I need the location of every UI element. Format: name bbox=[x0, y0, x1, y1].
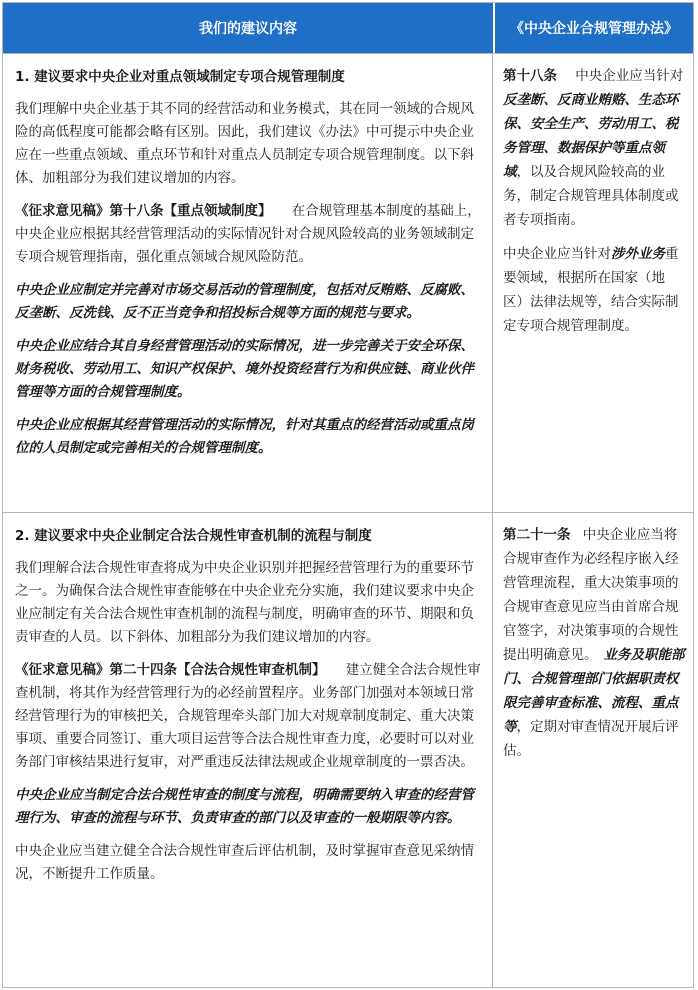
regulation-cell-1 bbox=[493, 54, 693, 512]
table-row-1 bbox=[3, 53, 693, 512]
suggestion-cell-2 bbox=[3, 513, 493, 987]
section-title-2: 2. 建议要求中央企业制定合法合规性审查机制的流程与制度 bbox=[15, 528, 372, 544]
comparison-table bbox=[2, 2, 694, 988]
header-our-suggestions: 我们的建议内容 bbox=[3, 3, 495, 53]
section2-draft-body: 建立健全合法合规性审查机制，将其作为经营管理行为的必经前置程序。业务部门加强对本领域日常经营管理行为的审核把关，合规管理牵头部门加大对规章制度制定、重大决策事项、重要合同签订、重大项目运营等合法合规性审查力度，必要时可以对业务部门审核结果进行复审，对严重违反法律法规或企业规章制度的一票否决。 bbox=[15, 662, 481, 770]
section1-intro: 我们理解中央企业基于其不同的经营活动和业务模式，其在同一领域的合规风险的高低程度可能都会略有区别。因此，我们建议《办法》中可提示中央企业应在一些重点领域、重点环节和针对重点人员制定专项合规管理制度。以下斜体、加粗部分为我们建议增加的内容。 bbox=[15, 101, 474, 186]
article-18-foreign-text-2: 重要领域，根据所在国家（地区）法律法规等，结合实际制定专项合规管理制度。 bbox=[503, 246, 679, 334]
section2-added-1: 中央企业应当制定合法合规性审查的制度与流程，明确需要纳入审查的经营管理行为、审查的流程与环节、负责审查的部门以及审查的一般期限等内容。 bbox=[15, 787, 474, 826]
section1-draft bbox=[15, 200, 482, 269]
section2-draft bbox=[15, 659, 482, 774]
table-header bbox=[3, 3, 693, 53]
section1-added-3: 中央企业应根据其经营管理活动的实际情况，针对其重点的经营活动或重点岗位的人员制定或完善相关的合规管理制度。 bbox=[15, 417, 474, 456]
article-18-foreign bbox=[503, 242, 685, 338]
article-18-label: 第十八条 bbox=[503, 68, 557, 84]
article-21-text-1: 中央企业应当将合规审查作为必经程序嵌入经营管理流程，重大决策事项的合规审查意见应当由首席合规官签字，对决策事项的合规性提出明确意见。 bbox=[503, 527, 679, 663]
article-21-text-2: ，定期对审查情况开展后评估。 bbox=[503, 719, 679, 759]
section1-draft-body: 在合规管理基本制度的基础上，中央企业应根据其经营管理活动的实际情况针对合规风险较高的业务领域制定专项合规管理指南，强化重点领域合规风险防范。 bbox=[15, 203, 481, 265]
article-18-text-2: ，以及合规风险较高的业务，制定合规管理具体制度或者专项指南。 bbox=[503, 164, 679, 228]
section-title-1: 1. 建议要求中央企业对重点领域制定专项合规管理制度 bbox=[15, 69, 345, 85]
table-row-2 bbox=[3, 512, 693, 987]
article-21 bbox=[503, 523, 685, 763]
section2-intro: 我们理解合法合规性审查将成为中央企业识别并把握经营管理行为的重要环节之一。为确保合法合规性审查能够在中央企业充分实施，我们建议要求中央企业应制定有关合法合规性审查机制的流程与制度，明确审查的环节、期限和负责审查的人员。以下斜体、加粗部分为我们建议增加的内容。 bbox=[15, 560, 474, 645]
article-18-foreign-key: 涉外业务 bbox=[611, 246, 665, 262]
article-18-key-areas: 反垄断、反商业贿赂、生态环保、安全生产、劳动用工、税务管理、数据保护等重点领域 bbox=[503, 92, 679, 180]
header-regulation: 《中央企业合规管理办法》 bbox=[510, 21, 678, 37]
section2-draft-title: 《征求意见稿》第二十四条【合法合规性审查机制】 bbox=[15, 662, 326, 678]
section1-draft-title: 《征求意见稿》第十八条【重点领域制度】 bbox=[15, 203, 272, 219]
section1-added-2: 中央企业应结合其自身经营管理活动的实际情况，进一步完善关于安全环保、财务税收、劳动用工、知识产权保护、境外投资经营行为和供应链、商业伙伴管理等方面的合规管理制度。 bbox=[15, 338, 474, 400]
article-21-key: 业务及职能部门、合规管理部门依据职责权限完善审查标准、流程、重点等 bbox=[503, 647, 685, 735]
article-18 bbox=[503, 64, 685, 232]
article-21-label: 第二十一条 bbox=[503, 527, 571, 543]
section2-added-2: 中央企业应当建立健全合法合规性审查后评估机制，及时掌握审查意见采纳情况，不断提升工作质量。 bbox=[15, 843, 474, 882]
article-18-text-1: 中央企业应当针对 bbox=[575, 68, 684, 84]
regulation-cell-2 bbox=[493, 513, 693, 987]
article-18-foreign-text-1: 中央企业应当针对 bbox=[503, 246, 611, 262]
section1-added-1: 中央企业应制定并完善对市场交易活动的管理制度，包括对反贿赂、反腐败、反垄断、反洗钱、反不正当竞争和招投标合规等方面的规范与要求。 bbox=[15, 282, 474, 321]
suggestion-cell-1 bbox=[3, 54, 493, 512]
